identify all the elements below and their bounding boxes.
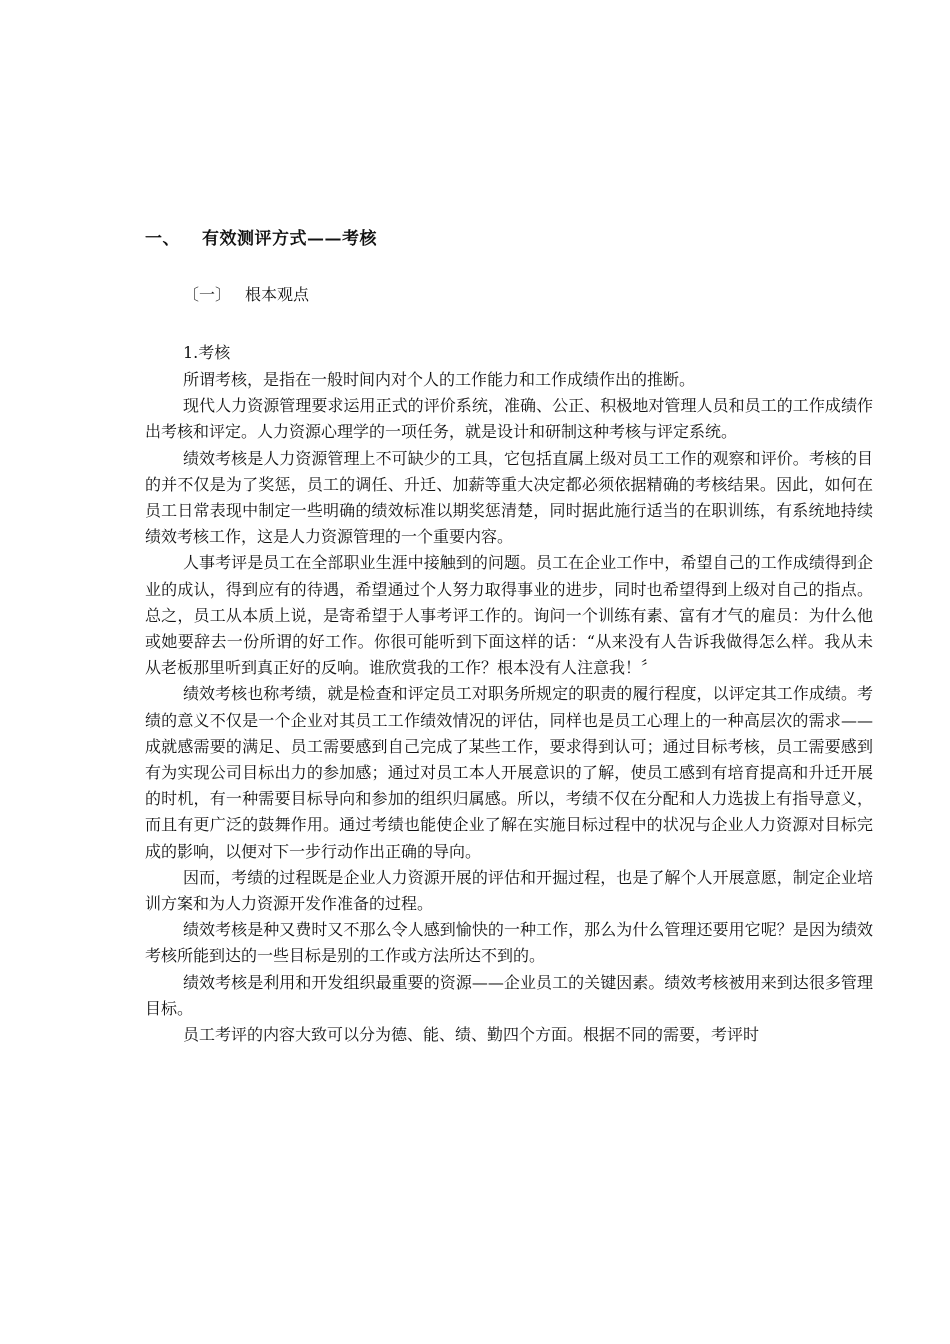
paragraph: 人事考评是员工在全部职业生涯中接触到的问题。员工在企业工作中，希望自己的工作成绩得到企业的成认，得到应有的待遇，希望通过个人努力取得事业的进步，同时也希望得到上级对自己的指点。总之，员工从本质上说，是寄希望于人事考评工作的。询问一个训练有素、富有才气的雇员：为什么他或她要辞去一份所谓的好工作。你很可能听到下面这样的话：“从来没有人告诉我做得怎么样。我从未从老板那里听到真正好的反响。谁欣赏我的工作？根本没有人注意我！〞 [145, 553, 873, 678]
paragraph: 现代人力资源管理要求运用正式的评价系统，准确、公正、积极地对管理人员和员工的工作成绩作出考核和评定。人力资源心理学的一项任务，就是设计和研制这种考核与评定系统。 [145, 396, 873, 442]
paragraph: 绩效考核是种又费时又不那么令人感到愉快的一种工作，那么为什么管理还要用它呢？是因为绩效考核所能到达的一些目标是别的工作或方法所达不到的。 [145, 920, 873, 966]
paragraph: 所谓考核，是指在一般时间内对个人的工作能力和工作成绩作出的推断。 [183, 370, 696, 389]
body-text [145, 367, 873, 1048]
section-title: 有效测评方式——考核 [202, 229, 377, 249]
paragraph: 因而，考绩的过程既是企业人力资源开展的评估和开掘过程，也是了解个人开展意愿，制定企业培训方案和为人力资源开发作准备的过程。 [145, 867, 873, 914]
section-number: 一、 [145, 229, 180, 249]
subsection-heading [183, 282, 309, 305]
paragraph: 绩效考核是人力资源管理上不可缺少的工具，它包括直属上级对员工工作的观察和评价。考核的目的并不仅是为了奖惩，员工的调任、升迁、加薪等重大决定都必须依据精确的考核结果。因此，如何在员工日常表现中制定一些明确的绩效标准以期奖惩清楚，同时据此施行适当的在职训练，有系统地持续绩效考核工作，这是人力资源管理的一个重要内容。 [145, 448, 873, 547]
paragraph: 绩效考核是利用和开发组织最重要的资源——企业员工的关键因素。绩效考核被用来到达很多管理目标。 [145, 972, 873, 1018]
paragraph: 绩效考核也称考绩，就是检查和评定员工对职务所规定的职责的履行程度，以评定其工作成绩。考绩的意义不仅是一个企业对其员工工作绩效情况的评估，同样也是员工心理上的一种高层次的需求——成就感需要的满足、员工需要感到自己完成了某些工作，要求得到认可；通过目标考核，员工需要感到有为实现公司目标出力的参加感；通过对员工本人开展意识的了解，使员工感到有培育提高和升迁开展的时机，有一种需要目标导向和参加的组织归属感。所以，考绩不仅在分配和人力选拔上有指导意义，而且有更广泛的鼓舞作用。通过考绩也能使企业了解在实施目标过程中的状况与企业人力资源对目标完成的影响，以便对下一步行动作出正确的导向。 [145, 684, 873, 861]
subsection-title: 根本观点 [245, 285, 310, 304]
subsection-number: 〔一〕 [183, 285, 232, 304]
item-title: 1.考核 [183, 343, 231, 362]
section-heading [145, 224, 377, 249]
paragraph: 员工考评的内容大致可以分为德、能、绩、勤四个方面。根据不同的需要，考评时 [183, 1025, 760, 1045]
